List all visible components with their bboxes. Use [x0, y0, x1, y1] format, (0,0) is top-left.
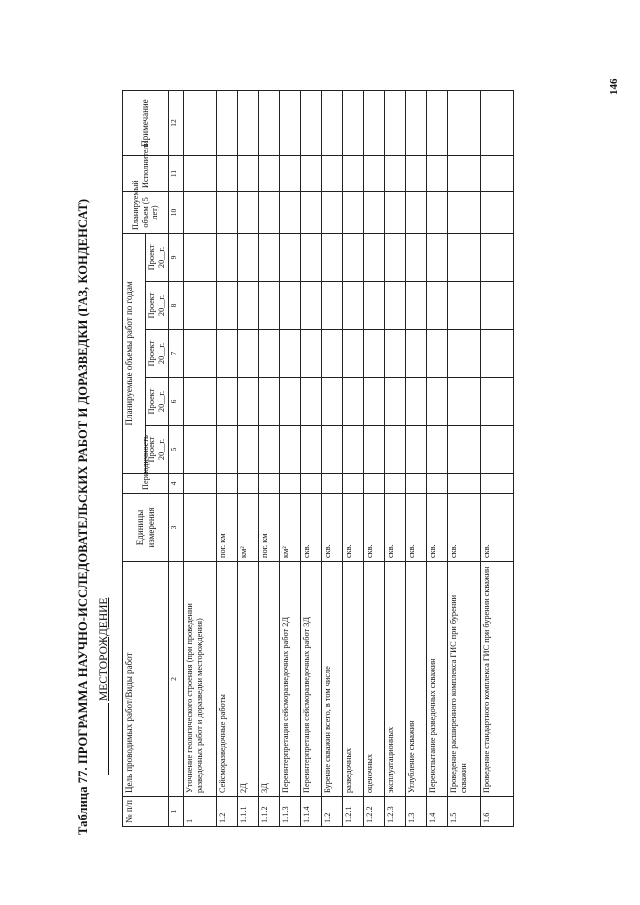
row-cell-empty [481, 191, 514, 233]
header-planned: Планируемые объемы работ по годам [123, 233, 146, 473]
col-number: 7 [169, 330, 184, 378]
row-number: 1.3 [406, 797, 427, 827]
row-cell-empty [301, 191, 322, 233]
deposit-label: МЕСТОРОЖДЕНИЕ [98, 597, 110, 701]
row-unit: пог. км [259, 494, 280, 562]
row-cell-empty [385, 90, 406, 155]
row-cell-empty [322, 191, 343, 233]
row-cell-empty [481, 330, 514, 378]
row-cell-empty [448, 474, 481, 494]
row-cell-empty [385, 330, 406, 378]
row-number: 1.2 [322, 797, 343, 827]
row-number: 1.1.4 [301, 797, 322, 827]
row-cell-empty [280, 191, 301, 233]
row-cell-empty [427, 90, 448, 155]
row-cell-empty [259, 426, 280, 474]
table-row [364, 90, 385, 826]
row-number: 1.1.2 [259, 797, 280, 827]
row-cell-empty [238, 191, 259, 233]
row-work: 2Д [238, 562, 259, 797]
row-cell-empty [448, 90, 481, 155]
row-cell-empty [217, 378, 238, 426]
row-cell-empty [259, 474, 280, 494]
row-cell-empty [280, 233, 301, 281]
col-number: 12 [169, 90, 184, 155]
row-cell-empty [406, 330, 427, 378]
row-number: 1.6 [481, 797, 514, 827]
row-cell-empty [364, 90, 385, 155]
row-cell-empty [343, 330, 364, 378]
row-cell-empty [427, 426, 448, 474]
row-cell-empty [385, 282, 406, 330]
header-project-2: Проект 20__г. [146, 378, 169, 426]
row-cell-empty [238, 90, 259, 155]
header-executors: Исполнители [123, 155, 169, 191]
table-row [343, 90, 364, 826]
row-cell-empty [301, 330, 322, 378]
row-cell-empty [481, 282, 514, 330]
row-cell-empty [238, 378, 259, 426]
row-cell-empty [238, 155, 259, 191]
table-body [184, 90, 514, 826]
row-cell-empty [301, 426, 322, 474]
row-work: Проведение расширенного комплекса ГИС при бурении скважин [448, 562, 481, 797]
row-cell-empty [343, 191, 364, 233]
row-cell-empty [364, 426, 385, 474]
row-cell-empty [322, 282, 343, 330]
row-cell-empty [481, 155, 514, 191]
row-work: разведочных [343, 562, 364, 797]
row-cell-empty [427, 474, 448, 494]
row-cell-empty [406, 474, 427, 494]
row-unit: скв. [427, 494, 448, 562]
deposit-name-blank [108, 703, 109, 775]
row-cell-empty [481, 474, 514, 494]
row-cell-empty [217, 282, 238, 330]
row-cell-empty [406, 155, 427, 191]
row-unit: скв. [364, 494, 385, 562]
row-cell-empty [280, 282, 301, 330]
row-cell-empty [217, 155, 238, 191]
column-number-row [169, 90, 184, 826]
table-row [238, 90, 259, 826]
row-cell-empty [448, 191, 481, 233]
row-cell-empty [280, 90, 301, 155]
row-work: эксплуатационных [385, 562, 406, 797]
row-cell-empty [385, 155, 406, 191]
row-cell-empty [406, 426, 427, 474]
row-cell-empty [184, 155, 217, 191]
row-cell-empty [184, 233, 217, 281]
header-periodicity: Периодичность [123, 474, 169, 494]
row-cell-empty [343, 90, 364, 155]
header-goal: Цель проводимых работ/Виды работ [123, 562, 169, 797]
row-cell-empty [385, 233, 406, 281]
row-cell-empty [322, 233, 343, 281]
row-cell-empty [364, 282, 385, 330]
row-cell-empty [238, 474, 259, 494]
row-cell-empty [343, 282, 364, 330]
row-cell-empty [427, 330, 448, 378]
row-cell-empty [343, 233, 364, 281]
table-row [448, 90, 481, 826]
row-cell-empty [406, 282, 427, 330]
row-unit: скв. [406, 494, 427, 562]
row-number: 1.5 [448, 797, 481, 827]
row-cell-empty [322, 155, 343, 191]
row-cell-empty [385, 426, 406, 474]
row-cell-empty [259, 378, 280, 426]
row-cell-empty [259, 155, 280, 191]
row-unit: км² [238, 494, 259, 562]
col-number: 8 [169, 282, 184, 330]
header-project-4: Проект 20__г. [146, 282, 169, 330]
row-number: 1.2 [217, 797, 238, 827]
col-number: 10 [169, 191, 184, 233]
row-cell-empty [184, 378, 217, 426]
row-cell-empty [217, 90, 238, 155]
row-cell-empty [406, 233, 427, 281]
row-cell-empty [364, 474, 385, 494]
row-work: Переинтерпретация сейсморазведочных работ 2Д [280, 562, 301, 797]
table-row [217, 90, 238, 826]
row-cell-empty [280, 378, 301, 426]
row-unit: скв. [322, 494, 343, 562]
row-cell-empty [427, 282, 448, 330]
row-unit: скв. [448, 494, 481, 562]
row-cell-empty [427, 378, 448, 426]
table-row [427, 90, 448, 826]
col-number: 3 [169, 494, 184, 562]
row-number: 1.2.1 [343, 797, 364, 827]
row-cell-empty [427, 191, 448, 233]
row-cell-empty [217, 474, 238, 494]
row-cell-empty [448, 282, 481, 330]
row-cell-empty [322, 330, 343, 378]
table-row [385, 90, 406, 826]
page-number: 146 [608, 78, 620, 95]
row-number: 1.1.1 [238, 797, 259, 827]
row-cell-empty [301, 378, 322, 426]
row-cell-empty [259, 330, 280, 378]
row-unit: км² [280, 494, 301, 562]
row-cell-empty [280, 155, 301, 191]
row-cell-empty [238, 330, 259, 378]
row-cell-empty [448, 233, 481, 281]
row-cell-empty [184, 330, 217, 378]
table-row [259, 90, 280, 826]
row-cell-empty [322, 426, 343, 474]
row-cell-empty [301, 90, 322, 155]
row-cell-empty [448, 330, 481, 378]
row-work: 3Д [259, 562, 280, 797]
row-cell-empty [364, 191, 385, 233]
header-project-1: Проект 20__г. [146, 426, 169, 474]
row-cell-empty [238, 426, 259, 474]
row-cell-empty [364, 378, 385, 426]
row-work: оценочных [364, 562, 385, 797]
row-cell-empty [280, 330, 301, 378]
row-cell-empty [364, 330, 385, 378]
row-cell-empty [301, 474, 322, 494]
row-work: Углубление скважин [406, 562, 427, 797]
row-cell-empty [184, 282, 217, 330]
row-unit: скв. [343, 494, 364, 562]
row-cell-empty [217, 426, 238, 474]
header-units: Единицы измерения [123, 494, 169, 562]
row-cell-empty [184, 191, 217, 233]
row-cell-empty [238, 282, 259, 330]
row-cell-empty [385, 191, 406, 233]
table-row [322, 90, 343, 826]
row-cell-empty [238, 233, 259, 281]
table-row [301, 90, 322, 826]
row-cell-empty [385, 378, 406, 426]
row-cell-empty [448, 155, 481, 191]
row-unit [184, 494, 217, 562]
row-cell-empty [322, 90, 343, 155]
row-unit: скв. [301, 494, 322, 562]
row-unit: скв. [481, 494, 514, 562]
row-cell-empty [301, 155, 322, 191]
row-cell-empty [481, 233, 514, 281]
row-cell-empty [184, 474, 217, 494]
row-work: Проведение стандартного комплекса ГИС при бурении скважин [481, 562, 514, 797]
row-cell-empty [406, 90, 427, 155]
table-title: Таблица 77. ПРОГРАММА НАУЧНО-ИССЛЕДОВАТЕЛЬСКИХ РАБОТ И ДОРАЗВЕДКИ (ГАЗ, КОНДЕНСАТ) [76, 198, 90, 835]
row-cell-empty [448, 426, 481, 474]
row-cell-empty [406, 378, 427, 426]
row-number: 1.2.2 [364, 797, 385, 827]
row-cell-empty [343, 155, 364, 191]
row-cell-empty [301, 282, 322, 330]
row-number: 1.4 [427, 797, 448, 827]
table-row [184, 90, 217, 826]
row-cell-empty [427, 233, 448, 281]
row-cell-empty [481, 378, 514, 426]
table-row [481, 90, 514, 826]
row-cell-empty [280, 474, 301, 494]
table-row [280, 90, 301, 826]
row-cell-empty [259, 282, 280, 330]
row-cell-empty [343, 378, 364, 426]
row-cell-empty [448, 378, 481, 426]
col-number: 2 [169, 562, 184, 797]
col-number: 1 [169, 797, 184, 827]
col-number: 6 [169, 378, 184, 426]
row-work: Переинтерпретация сейсморазведочных работ 3Д [301, 562, 322, 797]
row-unit: пог. км [217, 494, 238, 562]
row-cell-empty [259, 191, 280, 233]
row-cell-empty [217, 233, 238, 281]
row-cell-empty [343, 474, 364, 494]
row-cell-empty [301, 233, 322, 281]
row-cell-empty [259, 233, 280, 281]
row-work: Бурение скважин всего, в том числе [322, 562, 343, 797]
header-no: № п/п [123, 797, 169, 827]
row-cell-empty [322, 378, 343, 426]
row-work: Сейсморазведочные работы [217, 562, 238, 797]
col-number: 9 [169, 233, 184, 281]
header-notes: Примечание [123, 90, 169, 155]
header-planned-total: Планируемый объем (5 лет) [123, 191, 169, 233]
row-cell-empty [364, 155, 385, 191]
row-cell-empty [481, 426, 514, 474]
row-cell-empty [184, 90, 217, 155]
row-cell-empty [217, 330, 238, 378]
col-number: 11 [169, 155, 184, 191]
work-program-table [122, 90, 514, 827]
row-work: Уточнение геологического строения (при проведении разведочных работ и доразведки месторождения) [184, 562, 217, 797]
row-cell-empty [184, 426, 217, 474]
col-number: 4 [169, 474, 184, 494]
header-project-5: Проект 20__г. [146, 233, 169, 281]
col-number: 5 [169, 426, 184, 474]
header-row-1 [123, 90, 146, 826]
row-number: 1.1.3 [280, 797, 301, 827]
row-cell-empty [217, 191, 238, 233]
row-cell-empty [406, 191, 427, 233]
row-cell-empty [343, 426, 364, 474]
row-number: 1 [184, 797, 217, 827]
header-project-3: Проект 20__г. [146, 330, 169, 378]
deposit-line [98, 598, 110, 775]
row-cell-empty [259, 90, 280, 155]
row-cell-empty [481, 90, 514, 155]
row-unit: скв. [385, 494, 406, 562]
table-row [406, 90, 427, 826]
row-cell-empty [364, 233, 385, 281]
row-cell-empty [280, 426, 301, 474]
row-cell-empty [322, 474, 343, 494]
row-cell-empty [427, 155, 448, 191]
row-cell-empty [385, 474, 406, 494]
row-work: Переиспытание разведочных скважин [427, 562, 448, 797]
row-number: 1.2.3 [385, 797, 406, 827]
